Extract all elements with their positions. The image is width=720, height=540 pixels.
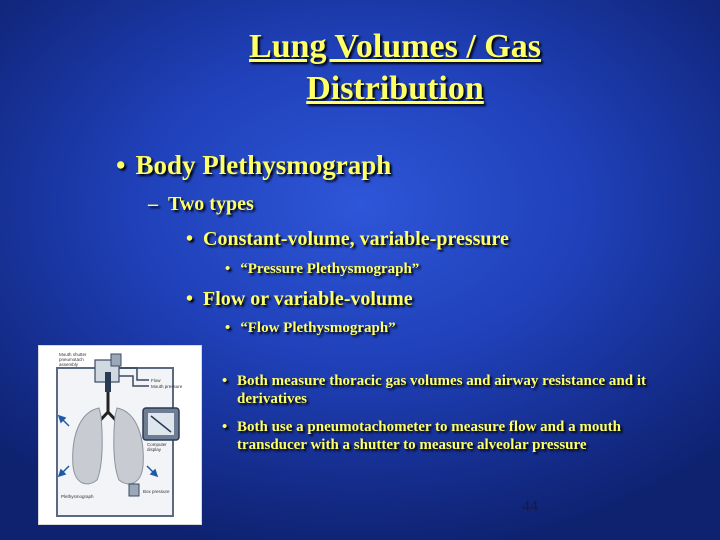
label-plethysmograph: Plethysmograph: [61, 494, 94, 499]
mouth-shutter: [111, 354, 121, 366]
bullet-body-plethysmograph: [116, 150, 391, 181]
title-line-1: Lung Volumes / Gas: [249, 28, 541, 65]
bullet-dot-icon: •: [225, 320, 231, 336]
bullet-both-measure: [222, 372, 662, 408]
bullet-dot-icon: •: [225, 261, 231, 277]
label-pneumotach: pneumotach: [59, 357, 84, 362]
label-flow: Flow: [151, 378, 161, 383]
bullet-text: Constant-volume, variable-pressure: [203, 228, 509, 250]
label-mouth-pressure: Mouth pressure: [151, 384, 183, 389]
bullet-dash-icon: –: [148, 193, 158, 215]
label-box-pressure: Box pressure: [143, 489, 170, 494]
bullet-text: “Pressure Plethysmograph”: [240, 261, 420, 277]
label-display: display: [147, 447, 162, 452]
title-line-2: Distribution: [306, 70, 484, 107]
bullet-dot-icon: •: [116, 150, 126, 180]
bullet-text: Body Plethysmograph: [135, 150, 392, 180]
bullet-text: Both measure thoracic gas volumes and airway resistance and it derivatives: [237, 373, 647, 407]
bullet-text: Flow or variable-volume: [203, 288, 413, 310]
box-pressure-transducer: [129, 484, 139, 496]
bullet-constant-volume: [186, 228, 509, 251]
airway-tube: [105, 372, 111, 392]
plethysmograph-diagram-svg: [39, 346, 201, 524]
plethysmograph-diagram: [38, 345, 202, 525]
label-assembly: assembly: [59, 362, 79, 367]
bullet-dot-icon: •: [186, 288, 194, 310]
bullet-two-types: [148, 193, 254, 216]
bullet-text: Both use a pneumotachometer to measure flow and a mouth transducer with a shutter to measure alveolar pressure: [237, 419, 622, 453]
bullet-both-use: [222, 418, 662, 454]
bullet-flow-variable-volume: [186, 288, 413, 311]
bullet-flow-plethysmograph: [225, 320, 396, 337]
bullet-dot-icon: •: [222, 419, 228, 435]
bullet-text: Two types: [168, 193, 254, 215]
label-computer: Computer: [147, 442, 167, 447]
label-mouth-shutter: Mouth shutter: [59, 352, 87, 357]
bullet-pressure-plethysmograph: [225, 261, 419, 278]
bullet-dot-icon: •: [186, 228, 194, 250]
bullet-text: “Flow Plethysmograph”: [240, 320, 396, 336]
bullet-dot-icon: •: [222, 373, 228, 389]
slide-title: [150, 26, 640, 110]
page-number: 44: [522, 498, 538, 515]
